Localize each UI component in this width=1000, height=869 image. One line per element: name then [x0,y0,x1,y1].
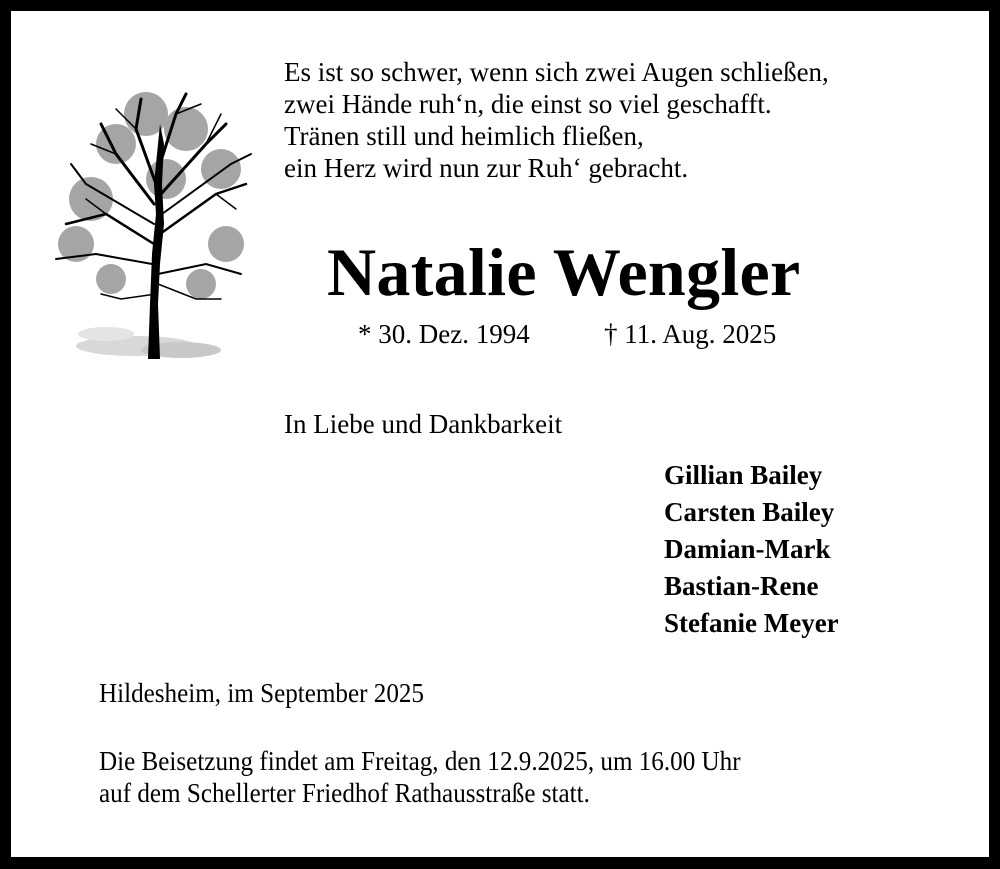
deceased-name: Natalie Wengler [327,234,801,310]
family-member: Bastian-Rene [664,571,819,601]
funeral-line: Die Beisetzung findet am Freitag, den 12.9.2025, um 16.00 Uhr [99,746,741,776]
thanks-line: In Liebe und Dankbarkeit [284,409,563,439]
birth-date: * 30. Dez. 1994 [358,319,530,349]
poem-line: ein Herz wird nun zur Ruh‘ gebracht. [284,153,689,183]
poem-line: zwei Hände ruh‘n, die einst so viel geschafft. [284,89,772,119]
place-date: Hildesheim, im September 2025 [99,678,424,708]
family-member: Carsten Bailey [664,497,835,527]
poem-line: Es ist so schwer, wenn sich zwei Augen schließen, [284,57,829,87]
funeral-info [99,745,741,809]
poem-line: Tränen still und heimlich fließen, [284,121,644,151]
family-member: Gillian Bailey [664,460,823,490]
funeral-line: auf dem Schellerter Friedhof Rathausstraße statt. [99,778,590,808]
poem [284,56,829,184]
family-member: Damian-Mark [664,534,831,564]
death-date: † 11. Aug. 2025 [604,319,777,349]
family-member: Stefanie Meyer [664,608,839,638]
family-list [664,457,839,642]
tree-icon [46,84,266,366]
